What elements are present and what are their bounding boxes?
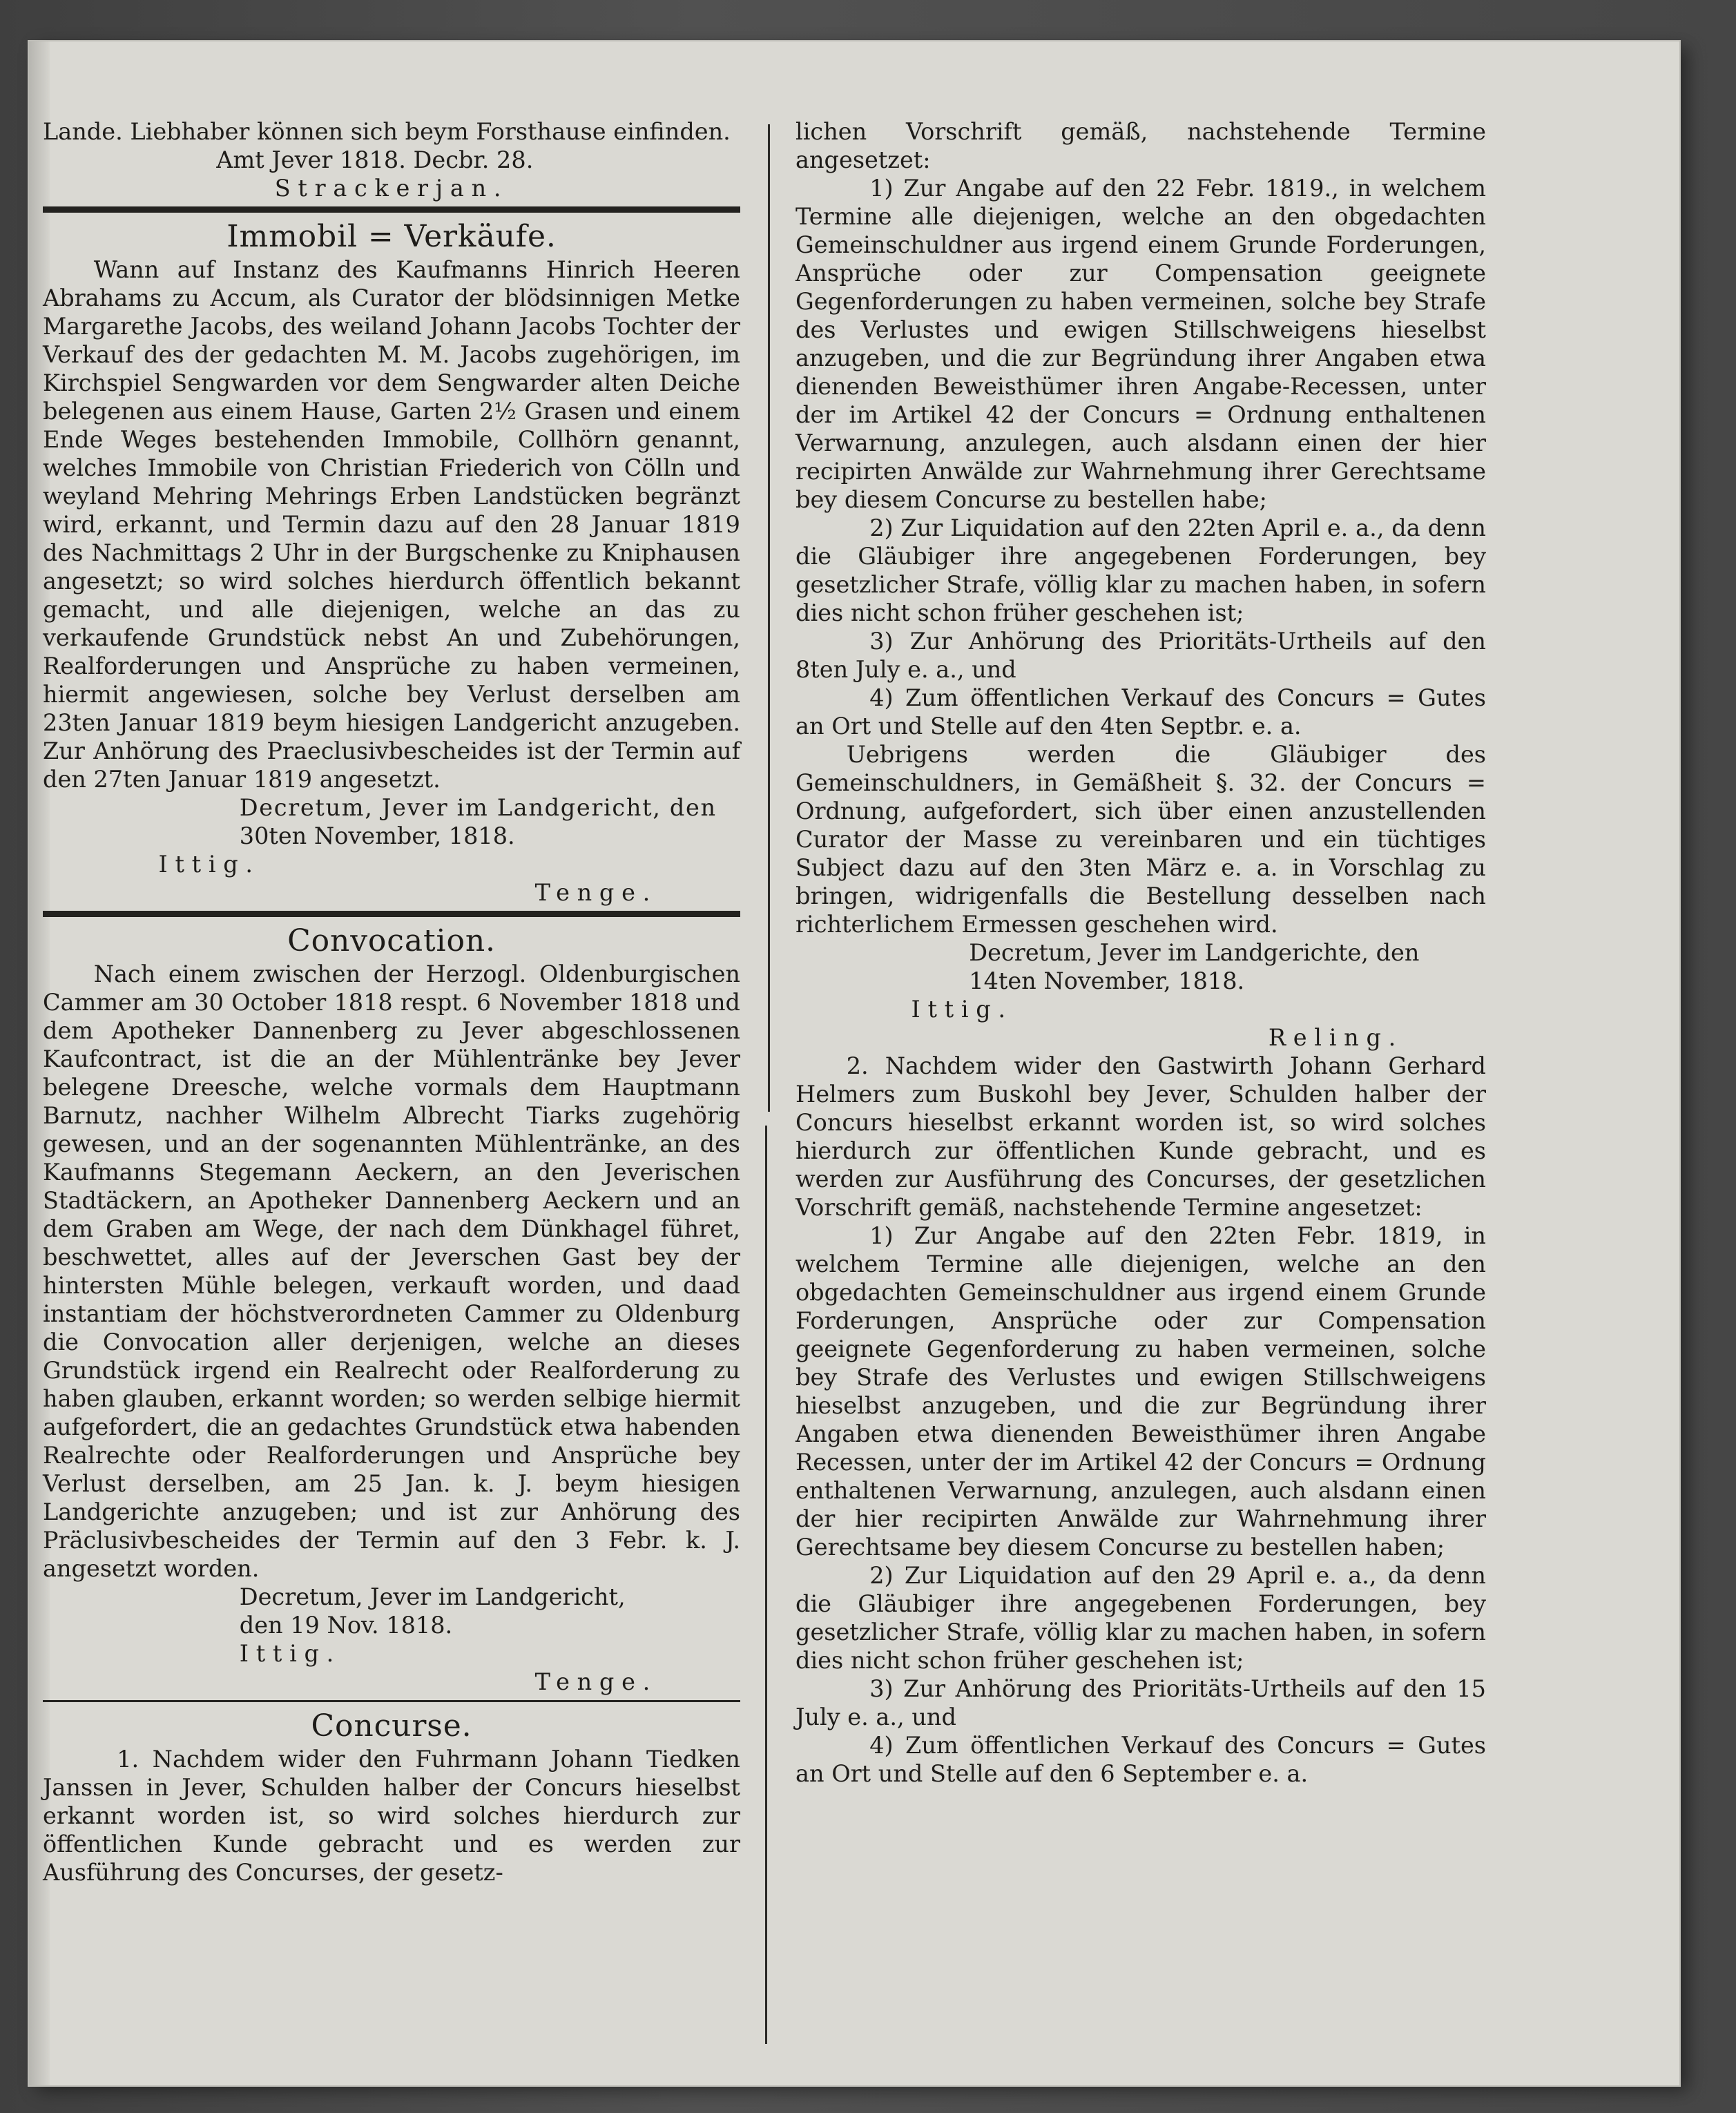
immobil-body: Wann auf Instanz des Kaufmanns Hinrich Heeren Abrahams zu Accum, als Curator der blödsinnigen Metke Margarethe Jacobs, des weiland Johann Jacobs Tochter der Verkauf des der gedachten M. M. Jacobs zugehörigen, im Kirchspiel Sengwarden vor dem Sengwarder alten Deiche belegenen aus einem Hause, Garten 2½ Grasen und einem Ende Weges bestehenden Immobile, Collhörn genannt, welches Immobile von Christian Friederich von Cölln und weyland Mehring Mehrings Erben Landstücken begränzt wird, erkannt, und Termin dazu auf den 28 Januar 1819 des Nachmittags 2 Uhr in der Burgschenke zu Kniphausen angesetzt; so wird solches hierdurch öffentlich bekannt gemacht, und alle diejenigen, welche an das zu verkaufende Grundstück nebst An und Zubehörungen, Realforderungen und Ansprüche zu haben vermeinen, hiermit angewiesen, solche bey Verlust derselben am 23ten Januar 1819 beym hiesigen Landgericht anzugeben. Zur Anhörung des Praeclusivbescheides ist der Termin auf den 27ten Januar 1819 angesetzt. [43, 256, 740, 793]
concurse-item-1: 1. Nachdem wider den Fuhrmann Johann Tiedken Janssen in Jever, Schulden halber der Concurs hieselbst erkannt worden ist, so wird solches hierdurch zur öffentlichen Kunde gebracht und es werden zur Ausführung des Concurses, der gesetz- [43, 1746, 740, 1886]
term-2-4: 4) Zum öffentlichen Verkauf des Concurs = Gutes an Ort und Stelle auf den 6 September e. a. [795, 1732, 1486, 1787]
heading-immobil-verkaeufe: Immobil = Verkäufe. [226, 219, 557, 254]
convocation-date: den 19 Nov. 1818. [239, 1612, 453, 1639]
concurs1-date: 14ten November, 1818. [969, 967, 1245, 994]
left-column [43, 117, 740, 1887]
convocation-decretum: Decretum, Jever im Landgericht, [239, 1583, 626, 1610]
section-rule [43, 206, 740, 213]
term-1-1: 1) Zur Angabe auf den 22 Febr. 1819., in welchem Termine alle diejenigen, welche an den obgedachten Gemeinschuldner aus irgend einem Grunde Forderungen, Ansprüche oder zur Compensation geeignete Gegenforderungen zu haben vermeinen, solche bey Strafe des Verlustes und ewigen Stillschweigens hieselbst anzugeben, und die zur Begründung ihrer Angaben etwa dienenden Beweisthümer ihren Angabe-Recessen, unter der im Artikel 42 der Concurs = Ordnung enthaltenen Verwarnung, anzulegen, auch alsdann einen der hier recipirten Anwälde zur Wahrnehmung ihrer Gerechtsame bey diesem Concurse zu bestellen habe; [795, 175, 1486, 513]
immobil-sign-tenge: Tenge. [534, 879, 657, 906]
heading-convocation: Convocation. [287, 923, 496, 958]
immobil-decretum: Decretum, Jever im Landgericht, den [239, 794, 717, 821]
concurs1-sign-reling: Reling. [1268, 1024, 1403, 1051]
term-2-1: 1) Zur Angabe auf den 22ten Febr. 1819, in welchem Termine alle diejenigen, welche an den obgedachten Gemeinschuldner aus irgend einem Grunde Forderungen, Ansprüche oder zur Compensation geeignete Gegenforderung zu haben vermeinen, solche bey Strafe des Verlustes und ewigen Stillschweigens hieselbst anzugeben, und die zur Begründung ihrer Angaben etwa dienenden Beweisthümer ihren Angabe Recessen, unter der im Artikel 42 der Concurs = Ordnung enthaltenen Verwarnung, anzulegen, auch alsdann einen der hier recipirten Anwälde zur Wahrnehmung ihrer Gerechtsame bey diesem Concurse zu bestellen haben; [795, 1222, 1486, 1561]
immobil-date: 30ten November, 1818. [239, 822, 515, 849]
section-rule [43, 1700, 740, 1702]
term-2-2: 2) Zur Liquidation auf den 29 April e. a., da denn die Gläubiger ihre angegebenen Forderungen, bey gesetzlicher Strafe, völlig klar zu machen haben, in sofern dies nicht schon früher geschehen ist; [795, 1562, 1486, 1674]
convocation-sign-ittig: Ittig. [239, 1640, 342, 1667]
right-column [795, 117, 1486, 1788]
term-1-2: 2) Zur Liquidation auf den 22ten April e. a., da denn die Gläubiger ihre angegebenen Forderungen, bey gesetzlicher Strafe, völlig klar zu machen haben, in sofern dies nicht schon früher geschehen ist; [795, 514, 1486, 626]
top-line-2: Amt Jever 1818. Decbr. 28. [216, 146, 534, 173]
concurs1-decretum: Decretum, Jever im Landgerichte, den [969, 939, 1420, 966]
term-2-3: 3) Zur Anhörung des Prioritäts-Urtheils auf den 15 July e. a., und [795, 1675, 1486, 1730]
term-1-4: 4) Zum öffentlichen Verkauf des Concurs = Gutes an Ort und Stelle auf den 4ten Septbr. e. a. [795, 684, 1486, 740]
curator-paragraph: Uebrigens werden die Gläubiger des Gemeinschuldners, in Gemäßheit §. 32. der Concurs = Ordnung, aufgefordert, sich über einen anzustellenden Curator der Masse zu vereinbaren und ein tüchtiges Subject dazu auf den 3ten März e. a. in Vorschlag zu bringen, widrigenfalls die Bestellung desselben nach richterlichem Ermessen geschehen wird. [795, 741, 1486, 938]
concurse-item-2: 2. Nachdem wider den Gastwirth Johann Gerhard Helmers zum Buskohl bey Jever, Schulden halber der Concurs hieselbst erkannt worden ist, so wird solches hierdurch zur öffentlichen Kunde gebracht, und es werden zur Ausführung des Concurses, der gesetzlichen Vorschrift gemäß, nachstehende Termine angesetzet: [795, 1052, 1486, 1221]
top-signature: Strackerjan. [274, 175, 509, 202]
column-divider [765, 1126, 767, 2044]
section-rule [43, 911, 740, 917]
heading-concurse: Concurse. [311, 1708, 472, 1744]
column-divider [768, 124, 770, 1112]
convocation-body: Nach einem zwischen der Herzogl. Oldenburgischen Cammer am 30 October 1818 respt. 6 November 1818 und dem Apotheker Dannenberg zu Jever abgeschlossenen Kaufcontract, ist die an der Mühlentränke bey Jever belegene Dreesche, welche vormals dem Hauptmann Barnutz, nachher Wilhelm Albrecht Tiarks zugehörig gewesen, und an der sogenannten Mühlentränke, an des Kaufmanns Stegemann Aeckern, an den Jeverischen Stadtäckern, an Apotheker Dannenberg Aeckern und an dem Graben am Wege, der nach dem Dünkhagel führet, beschwettet, alles auf der Jeverschen Gast bey der hintersten Mühle belegen, verkauft worden, und daad instantiam der höchstverordneten Cammer zu Oldenburg die Convocation aller derjenigen, welche an dieses Grundstück irgend ein Realrecht oder Realforderung zu haben glauben, erkannt worden; so werden selbige hiermit aufgefordert, die an gedachtes Grundstück etwa habenden Realrechte oder Realforderungen und Ansprüche bey Verlust derselben, am 25 Jan. k. J. beym hiesigen Landgerichte anzugeben; und ist zur Anhörung des Präclusivbescheides der Termin auf den 3 Febr. k. J. angesetzt worden. [43, 961, 740, 1582]
newspaper-page [29, 41, 1679, 2085]
concurs1-sign-ittig: Ittig. [911, 996, 1013, 1023]
term-1-3: 3) Zur Anhörung des Prioritäts-Urtheils auf den 8ten July e. a., und [795, 628, 1486, 683]
convocation-sign-tenge: Tenge. [534, 1668, 657, 1695]
top-line-1: Lande. Liebhaber können sich beym Forsthause einfinden. [43, 118, 731, 145]
continuation: lichen Vorschrift gemäß, nachstehende Termine angesetzet: [795, 118, 1486, 173]
immobil-sign-ittig: Ittig. [158, 851, 260, 878]
